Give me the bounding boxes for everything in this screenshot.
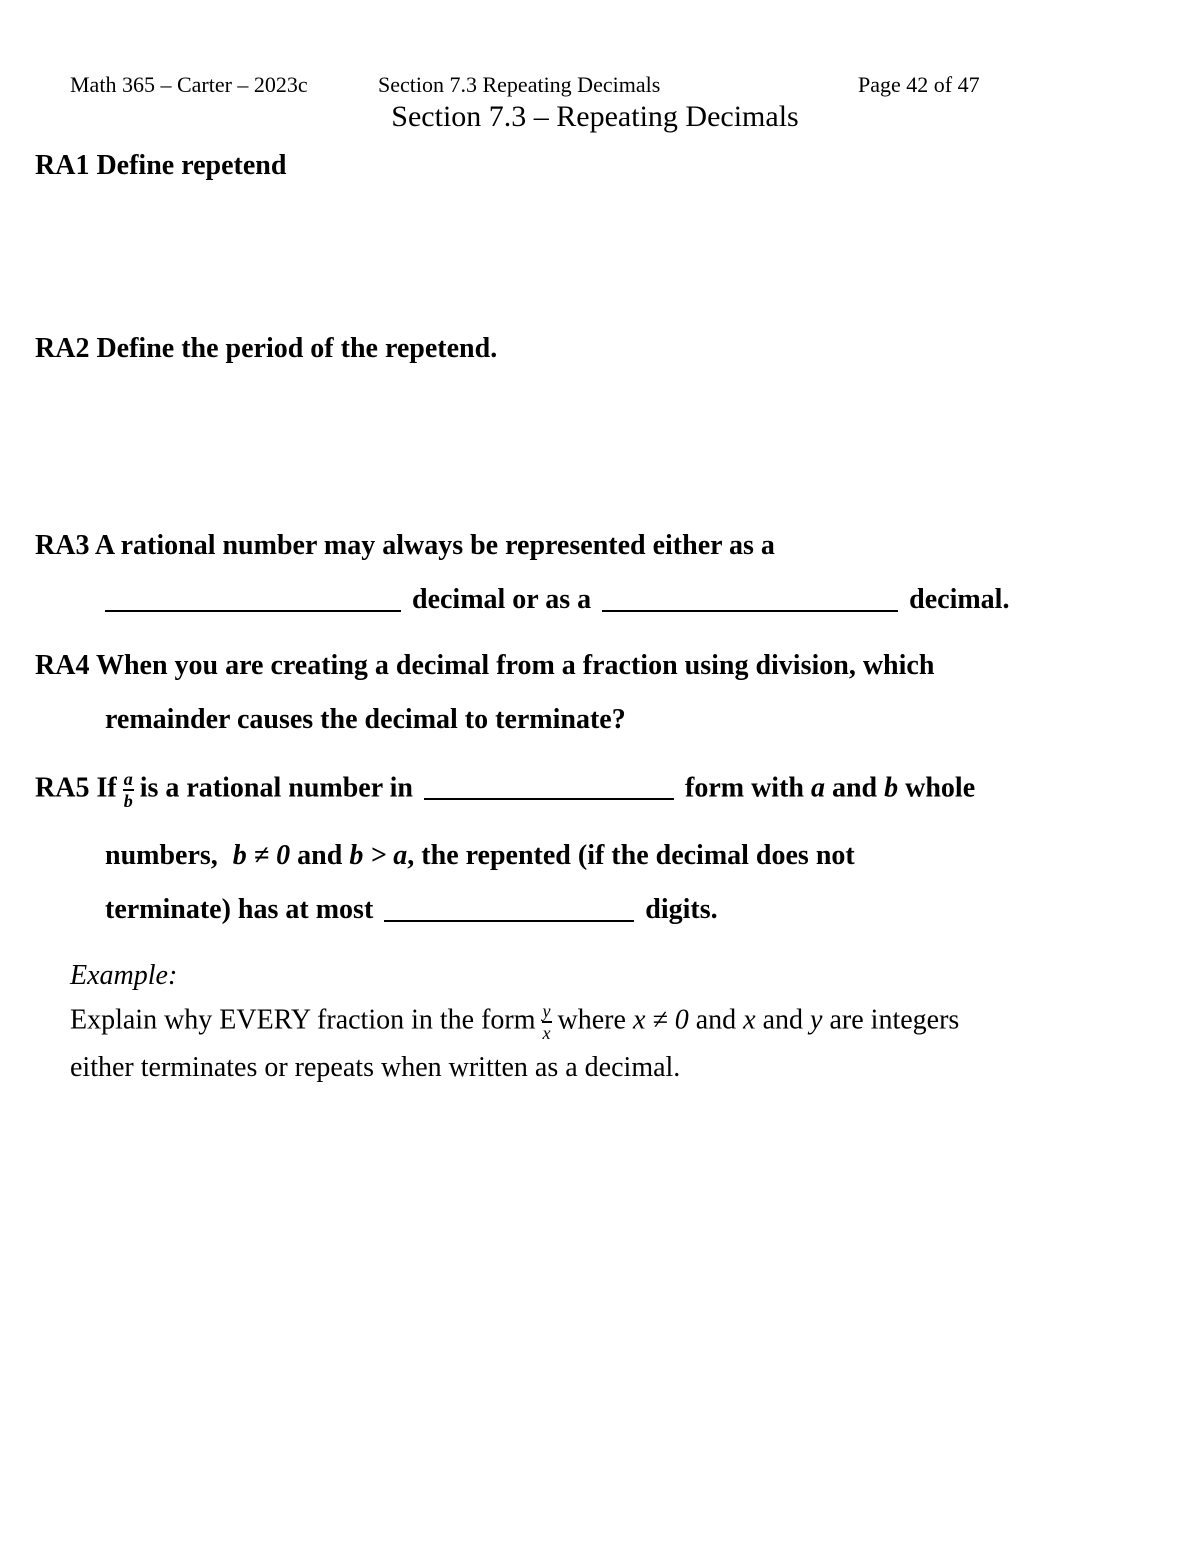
question-text: terminate) has at most bbox=[105, 894, 374, 925]
question-text: and bbox=[831, 772, 878, 804]
example-text: and bbox=[695, 1004, 737, 1036]
question-label: RA2 bbox=[35, 333, 90, 364]
question-text: is a rational number in bbox=[139, 772, 413, 804]
math-variable: y bbox=[810, 1004, 823, 1036]
answer-blank[interactable] bbox=[105, 610, 401, 612]
question-text: decimal. bbox=[909, 584, 1010, 615]
question-label: RA5 bbox=[35, 772, 90, 804]
question-text: If bbox=[96, 772, 117, 804]
example-line2: either terminates or repeats when written as a decimal. bbox=[70, 1052, 681, 1083]
question-text: Define the period of the repetend. bbox=[96, 333, 498, 364]
math-condition: x ≠ 0 bbox=[632, 1004, 689, 1036]
example-text: Explain why EVERY fraction in the form bbox=[70, 1004, 536, 1036]
fraction-y-over-x: $\frac{y}{x}$ bbox=[542, 1001, 551, 1043]
question-ra2 bbox=[35, 333, 497, 365]
example-text: and bbox=[762, 1004, 804, 1036]
question-text: When you are creating a decimal from a fraction using division, which bbox=[95, 650, 935, 681]
answer-blank[interactable] bbox=[424, 798, 674, 800]
question-text: remainder causes the decimal to terminate? bbox=[105, 704, 626, 735]
question-text: whole bbox=[905, 772, 976, 804]
answer-blank[interactable] bbox=[384, 920, 634, 922]
question-label: RA3 bbox=[35, 530, 90, 561]
question-text: form with bbox=[685, 772, 804, 804]
question-ra4-line2 bbox=[105, 704, 626, 736]
question-text: digits. bbox=[645, 894, 718, 925]
example-line1 bbox=[70, 1002, 959, 1042]
example-text: where bbox=[557, 1004, 626, 1036]
page-title: Section 7.3 – Repeating Decimals bbox=[391, 100, 799, 133]
example-text: are integers bbox=[829, 1004, 960, 1036]
question-ra4 bbox=[35, 650, 934, 682]
question-text: , the repented (if the decimal does not bbox=[407, 840, 855, 871]
question-label: RA1 bbox=[35, 150, 90, 181]
math-variable: b bbox=[884, 772, 899, 804]
fraction-a-over-b: $\frac{a}{b}$ bbox=[123, 769, 133, 811]
question-ra1 bbox=[35, 150, 286, 182]
question-ra5 bbox=[35, 770, 975, 810]
answer-blank[interactable] bbox=[602, 610, 898, 612]
math-condition: b ≠ 0 bbox=[232, 840, 291, 871]
header-page-number: Page 42 of 47 bbox=[858, 72, 980, 97]
question-ra3 bbox=[35, 530, 775, 562]
question-text: A rational number may always be represented either as a bbox=[94, 530, 775, 561]
math-variable: a bbox=[810, 772, 825, 804]
question-ra5-line3 bbox=[105, 894, 718, 926]
question-ra3-line2 bbox=[105, 584, 1009, 616]
example-heading: Example: bbox=[70, 960, 178, 991]
question-text: and bbox=[297, 840, 343, 871]
question-ra5-line2 bbox=[105, 840, 855, 872]
question-text: numbers, bbox=[105, 840, 218, 871]
question-label: RA4 bbox=[35, 650, 90, 681]
math-variable: x bbox=[743, 1004, 756, 1036]
header-section: Section 7.3 Repeating Decimals bbox=[378, 72, 661, 97]
question-text: Define repetend bbox=[96, 150, 287, 181]
math-condition: b > a bbox=[349, 840, 408, 871]
header-course: Math 365 – Carter – 2023c bbox=[70, 72, 308, 97]
question-text: decimal or as a bbox=[412, 584, 592, 615]
